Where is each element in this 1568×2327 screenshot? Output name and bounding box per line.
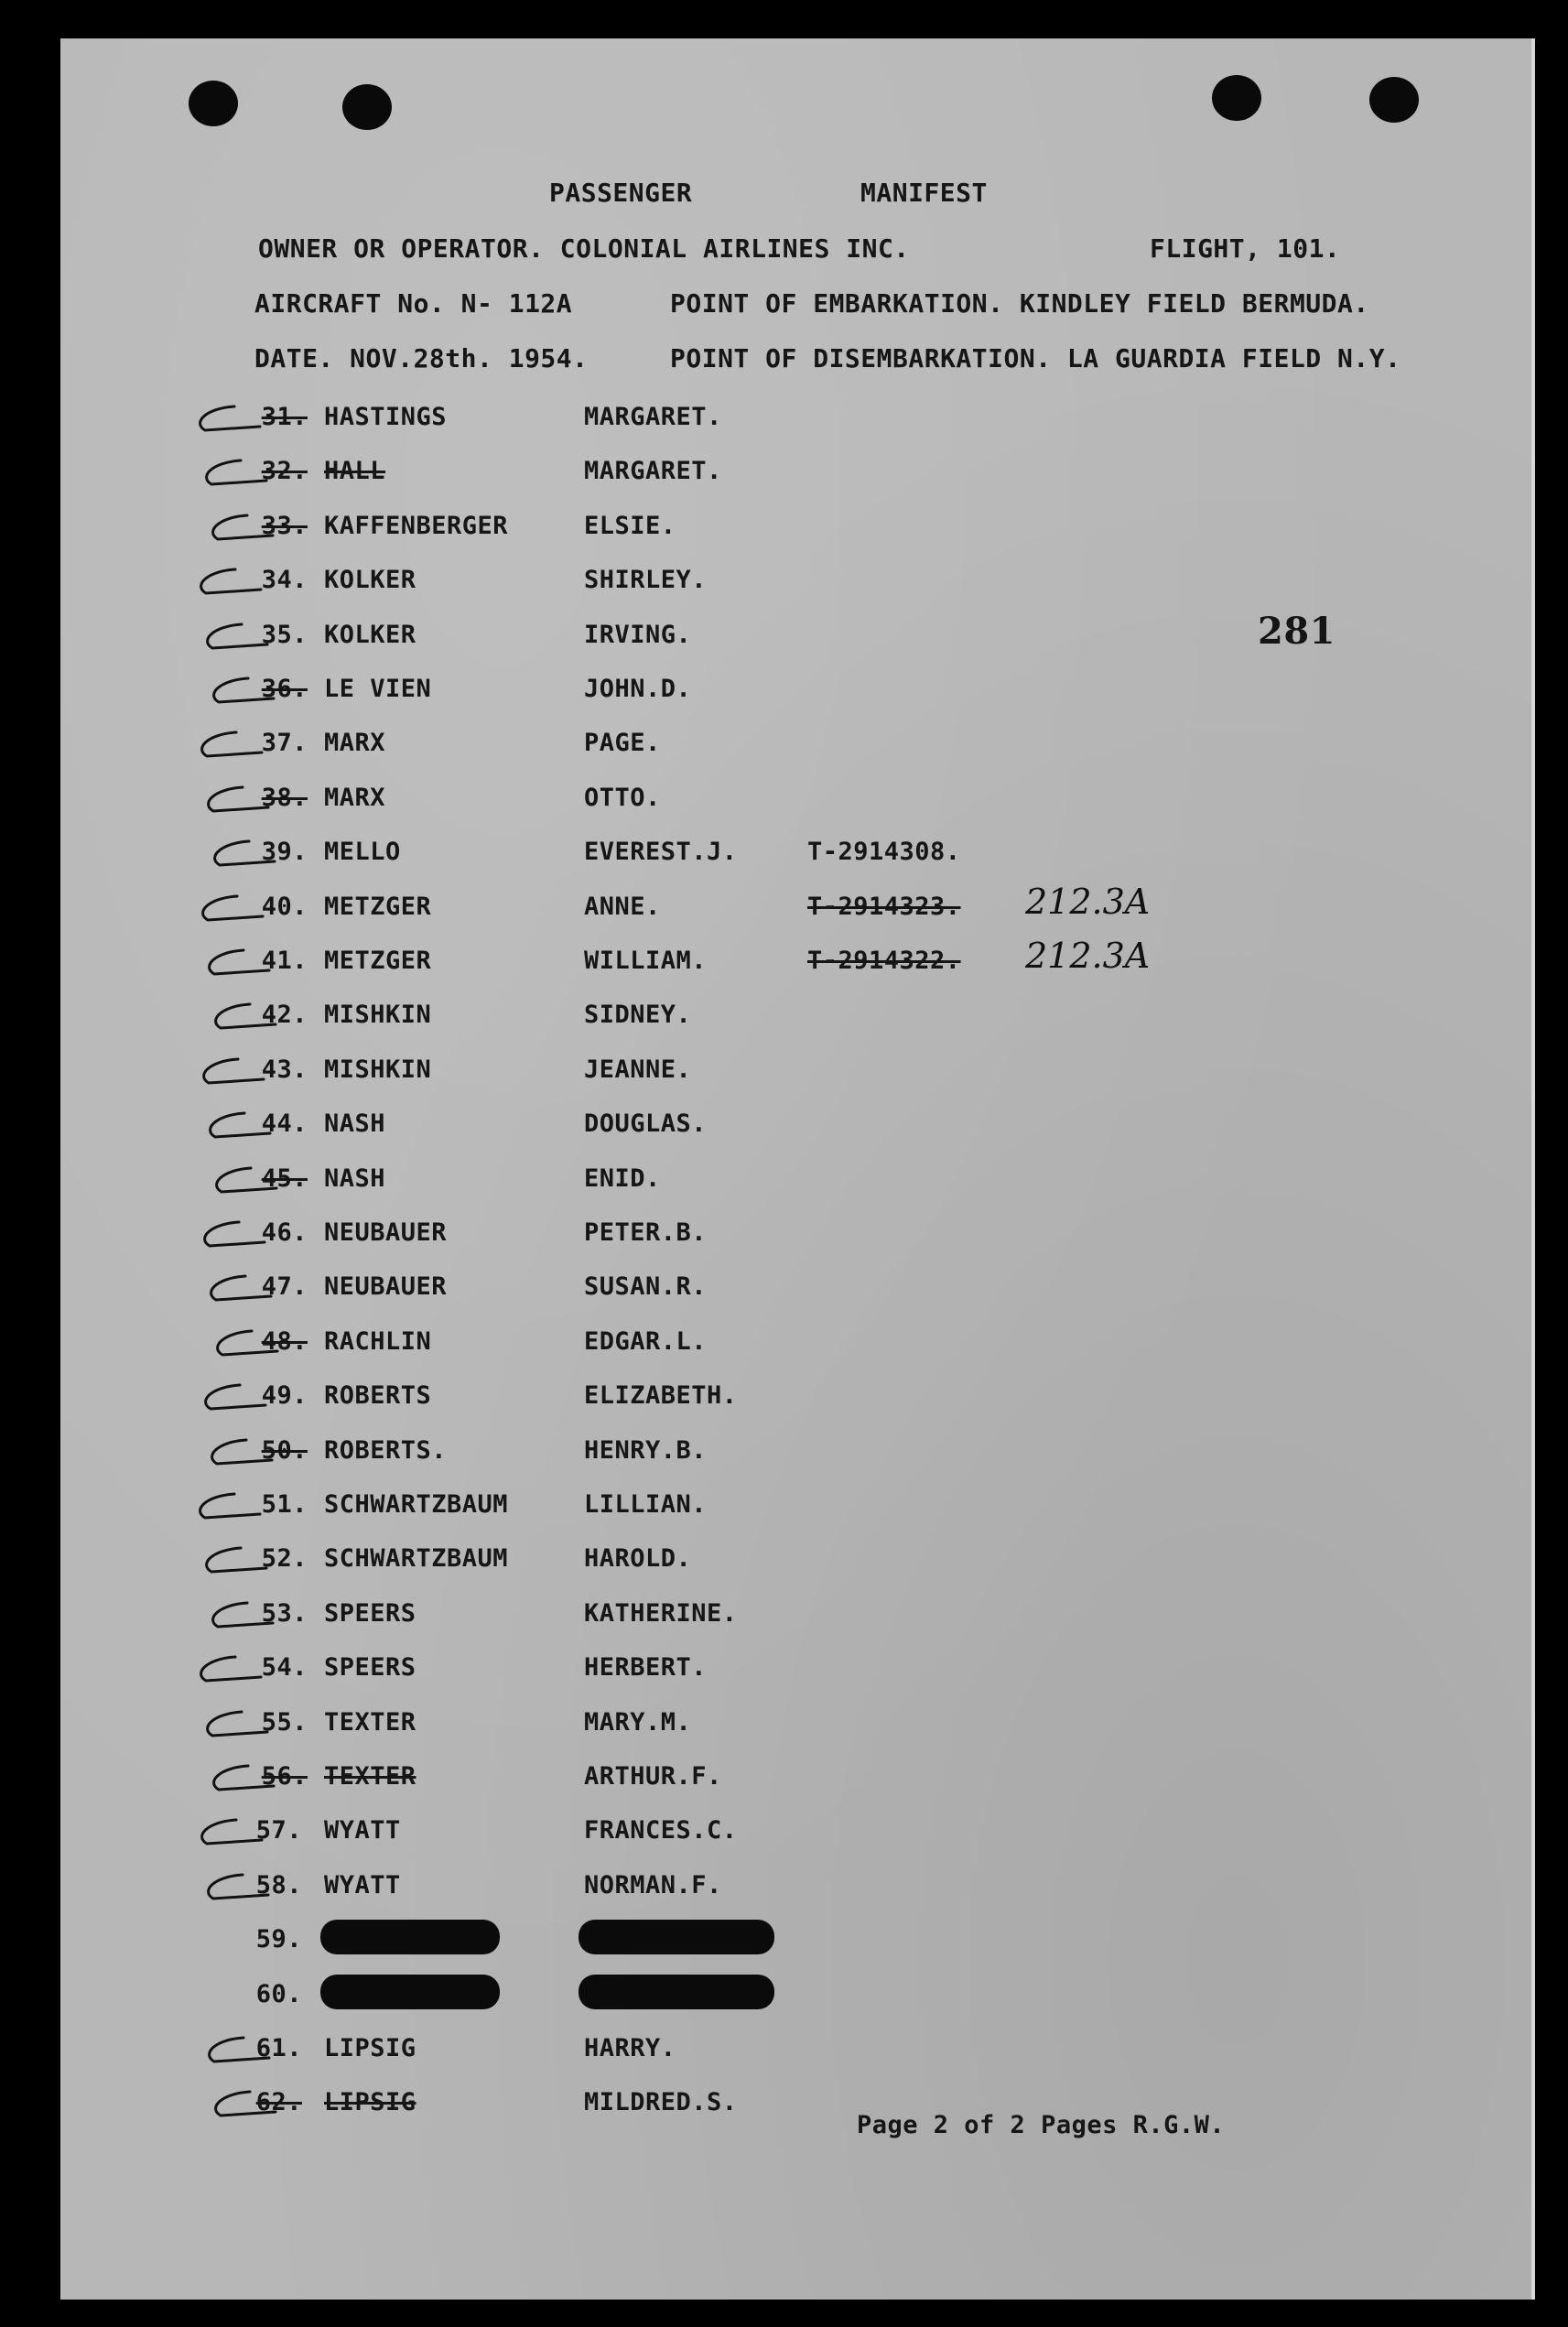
passenger-last-name: SCHWARTZBAUM — [324, 1490, 509, 1519]
passenger-ticket-number: T-2914323. — [807, 893, 961, 921]
passenger-number: 38. — [261, 784, 308, 812]
passenger-last-name: LE VIEN — [324, 675, 432, 703]
passenger-first-name: LILLIAN. — [584, 1490, 708, 1519]
passenger-number: 39. — [261, 838, 308, 866]
passenger-number: 54. — [261, 1653, 308, 1682]
passenger-number: 52. — [261, 1544, 308, 1573]
punch-hole — [1212, 75, 1261, 121]
passenger-first-name: HAROLD. — [584, 1544, 692, 1573]
passenger-last-name: SPEERS — [324, 1653, 416, 1682]
passenger-number: 61. — [255, 2034, 302, 2062]
title-passenger: PASSENGER — [549, 178, 693, 208]
passenger-number: 57. — [255, 1816, 302, 1845]
page-number: 281 — [1258, 610, 1336, 653]
handwritten-note: 212.3A — [1025, 936, 1151, 976]
passenger-first-name: SUSAN.R. — [584, 1272, 708, 1301]
passenger-last-name: LIPSIG — [324, 2088, 416, 2116]
passenger-first-name: ENID. — [584, 1164, 661, 1193]
punch-hole — [342, 84, 392, 130]
passenger-number: 37. — [261, 729, 308, 757]
passenger-first-name: DOUGLAS. — [584, 1109, 708, 1138]
passenger-first-name: JEANNE. — [584, 1055, 692, 1084]
passenger-number: 31. — [261, 403, 308, 431]
passenger-first-name: MARY.M. — [584, 1708, 692, 1737]
passenger-first-name: NORMAN.F. — [584, 1871, 722, 1899]
passenger-number: 41. — [261, 947, 308, 975]
passenger-number: 40. — [261, 893, 308, 921]
passenger-last-name: TEXTER — [324, 1708, 416, 1737]
passenger-number: 49. — [261, 1381, 308, 1410]
passenger-last-name: LIPSIG — [324, 2034, 416, 2062]
passenger-number: 46. — [261, 1218, 308, 1247]
passenger-first-name: MILDRED.S. — [584, 2088, 738, 2116]
passenger-first-name: EDGAR.L. — [584, 1327, 708, 1356]
passenger-first-name: FRANCES.C. — [584, 1816, 738, 1845]
passenger-last-name: KOLKER — [324, 566, 416, 594]
passenger-number: 34. — [261, 566, 308, 594]
passenger-number: 48. — [261, 1327, 308, 1356]
passenger-first-name: JOHN.D. — [584, 675, 692, 703]
passenger-number: 43. — [261, 1055, 308, 1084]
passenger-number: 33. — [261, 512, 308, 540]
point-of-disembarkation: POINT OF DISEMBARKATION. LA GUARDIA FIELD N.Y. — [670, 343, 1401, 373]
passenger-first-name: MARGARET. — [584, 457, 722, 485]
passenger-last-name: MARX — [324, 784, 386, 812]
handwritten-note: 212.3A — [1025, 882, 1151, 922]
passenger-last-name: NEUBAUER — [324, 1218, 448, 1247]
passenger-first-name: KATHERINE. — [584, 1599, 738, 1628]
passenger-last-name: NASH — [324, 1109, 386, 1138]
redacted-last-name — [320, 1920, 500, 1954]
passenger-ticket-number: T-2914322. — [807, 947, 961, 975]
passenger-number: 45. — [261, 1164, 308, 1193]
passenger-last-name: METZGER — [324, 947, 432, 975]
passenger-first-name: HARRY. — [584, 2034, 676, 2062]
passenger-number: 47. — [261, 1272, 308, 1301]
passenger-last-name: MELLO — [324, 838, 401, 866]
passenger-last-name: KAFFENBERGER — [324, 512, 509, 540]
passenger-number: 35. — [261, 621, 308, 649]
passenger-last-name: HASTINGS — [324, 403, 448, 431]
passenger-first-name: ELSIE. — [584, 512, 676, 540]
passenger-last-name: MISHKIN — [324, 1001, 432, 1029]
passenger-last-name: NASH — [324, 1164, 386, 1193]
punch-hole — [1369, 77, 1419, 123]
passenger-last-name: METZGER — [324, 893, 432, 921]
passenger-first-name: PAGE. — [584, 729, 661, 757]
passenger-last-name: MARX — [324, 729, 386, 757]
passenger-first-name: ANNE. — [584, 893, 661, 921]
passenger-number: 42. — [261, 1001, 308, 1029]
flight-number: FLIGHT, 101. — [1150, 233, 1341, 264]
passenger-first-name: HENRY.B. — [584, 1436, 708, 1465]
redacted-last-name — [320, 1975, 500, 2009]
passenger-first-name: HERBERT. — [584, 1653, 708, 1682]
passenger-last-name: RACHLIN — [324, 1327, 432, 1356]
passenger-last-name: SPEERS — [324, 1599, 416, 1628]
passenger-number: 59. — [255, 1925, 302, 1954]
passenger-number: 62. — [255, 2088, 302, 2116]
passenger-last-name: NEUBAUER — [324, 1272, 448, 1301]
passenger-last-name: KOLKER — [324, 621, 416, 649]
passenger-first-name: IRVING. — [584, 621, 692, 649]
title-manifest: MANIFEST — [860, 178, 988, 208]
page-footer: Page 2 of 2 Pages R.G.W. — [857, 2111, 1226, 2139]
aircraft-number: AIRCRAFT No. N- 112A — [254, 288, 573, 319]
redacted-first-name — [579, 1920, 774, 1954]
passenger-first-name: SHIRLEY. — [584, 566, 708, 594]
passenger-number: 44. — [261, 1109, 308, 1138]
passenger-last-name: WYATT — [324, 1871, 401, 1899]
passenger-number: 55. — [261, 1708, 308, 1737]
passenger-first-name: OTTO. — [584, 784, 661, 812]
passenger-first-name: EVEREST.J. — [584, 838, 738, 866]
passenger-last-name: ROBERTS. — [324, 1436, 448, 1465]
passenger-last-name: SCHWARTZBAUM — [324, 1544, 509, 1573]
owner-operator: OWNER OR OPERATOR. COLONIAL AIRLINES INC. — [258, 233, 910, 264]
passenger-first-name: ELIZABETH. — [584, 1381, 738, 1410]
passenger-first-name: MARGARET. — [584, 403, 722, 431]
passenger-number: 51. — [261, 1490, 308, 1519]
passenger-number: 32. — [261, 457, 308, 485]
passenger-first-name: WILLIAM. — [584, 947, 708, 975]
punch-hole — [189, 81, 238, 126]
redacted-first-name — [579, 1975, 774, 2009]
point-of-embarkation: POINT OF EMBARKATION. KINDLEY FIELD BERMUDA. — [670, 288, 1369, 319]
passenger-number: 56. — [261, 1762, 308, 1791]
manifest-page — [60, 38, 1535, 2300]
passenger-last-name: HALL — [324, 457, 386, 485]
passenger-last-name: TEXTER — [324, 1762, 416, 1791]
passenger-first-name: PETER.B. — [584, 1218, 708, 1247]
passenger-number: 36. — [261, 675, 308, 703]
passenger-last-name: ROBERTS — [324, 1381, 432, 1410]
passenger-number: 60. — [255, 1980, 302, 2008]
passenger-number: 58. — [255, 1871, 302, 1899]
passenger-first-name: ARTHUR.F. — [584, 1762, 722, 1791]
passenger-ticket-number: T-2914308. — [807, 838, 961, 866]
flight-date: DATE. NOV.28th. 1954. — [254, 343, 589, 373]
passenger-last-name: MISHKIN — [324, 1055, 432, 1084]
passenger-last-name: WYATT — [324, 1816, 401, 1845]
passenger-number: 53. — [261, 1599, 308, 1628]
passenger-number: 50. — [261, 1436, 308, 1465]
passenger-first-name: SIDNEY. — [584, 1001, 692, 1029]
